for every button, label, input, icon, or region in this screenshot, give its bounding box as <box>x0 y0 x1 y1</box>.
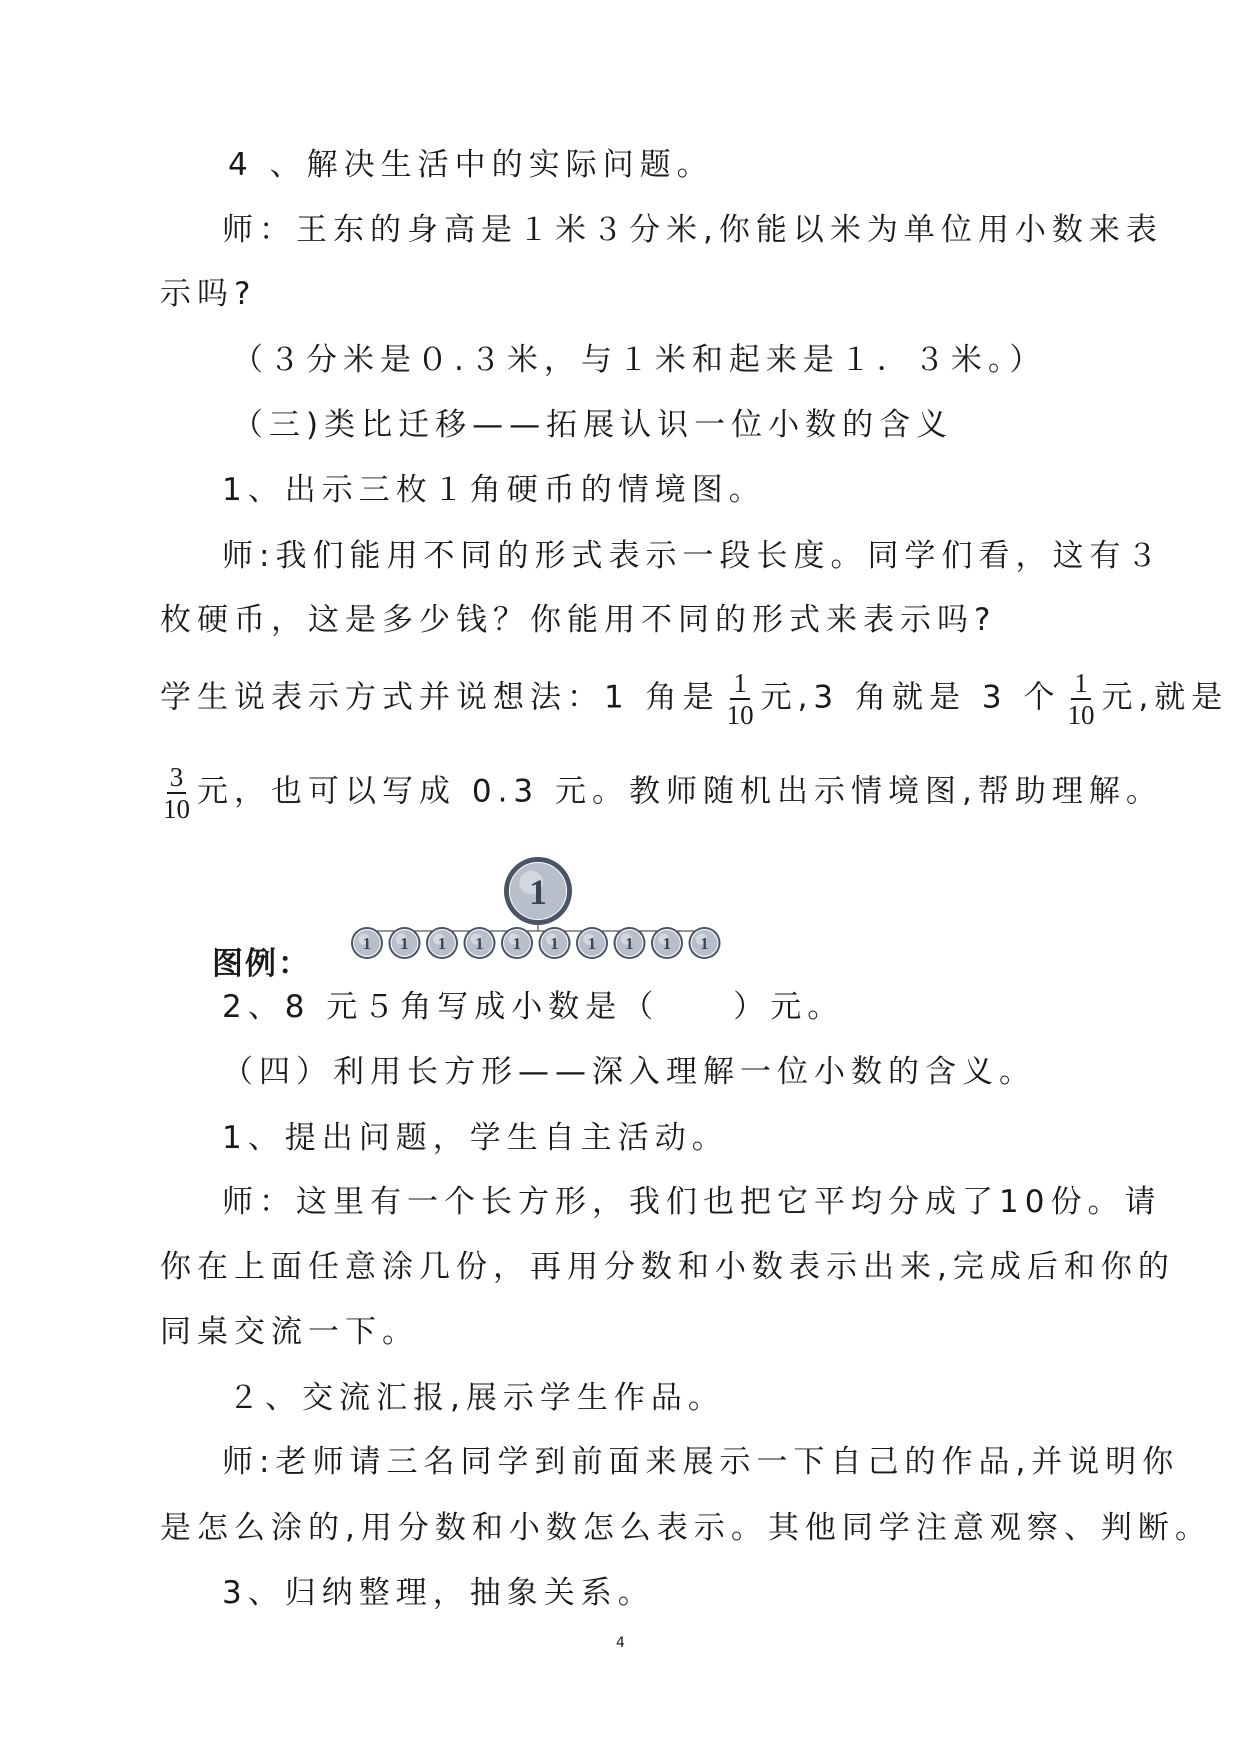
fraction <box>724 668 757 730</box>
numerator: 1 <box>730 668 750 700</box>
teacher-question: 师:我们能用不同的形式表示一段长度。同学们看，这有３ <box>222 538 1164 574</box>
step-heading: ２、交流汇报,展示学生作品。 <box>228 1380 725 1416</box>
legend-label: 图例： <box>212 946 311 982</box>
small-coin-icon <box>464 927 496 959</box>
big-coin <box>504 857 572 925</box>
small-coin-icon <box>426 927 458 959</box>
teacher-instruction: 师：这里有一个长方形，我们也把它平均分成了10份。请 <box>222 1184 1162 1220</box>
text-segment: 元,就是 <box>1101 679 1229 716</box>
small-coin-icon <box>614 927 646 959</box>
big-coin-icon <box>504 857 572 925</box>
svg-text:1: 1 <box>437 934 447 954</box>
svg-text:1: 1 <box>400 934 409 954</box>
svg-text:1: 1 <box>475 934 484 954</box>
student-explanation-cont <box>160 762 1163 824</box>
small-coin-icon <box>539 927 571 959</box>
small-coin-icon <box>576 927 608 959</box>
teacher-question: 师：王东的身高是１米３分米,你能以米为单位用小数来表 <box>222 212 1163 248</box>
teacher-question-cont: 示吗? <box>160 276 257 312</box>
answer-note: （３分米是０.３米，与１米和起来是１．３米。） <box>232 342 1047 378</box>
section-heading: （四）利用长方形——深入理解一位小数的含义。 <box>222 1054 1036 1090</box>
small-coins <box>351 927 721 959</box>
bracket <box>367 925 705 931</box>
step-heading: 1、提出问题，学生自主活动。 <box>222 1120 729 1156</box>
exercise: 2、8 元５角写成小数是（ ）元。 <box>222 989 845 1025</box>
svg-text:1: 1 <box>587 934 597 954</box>
denominator: 10 <box>726 700 754 730</box>
teacher-instruction-cont: 是怎么涂的,用分数和小数怎么表示。其他同学注意观察、判断。 <box>160 1510 1212 1546</box>
fraction <box>160 762 193 824</box>
coin-diagram <box>340 855 750 965</box>
denominator: 10 <box>1067 700 1095 730</box>
text-segment: 元，也可以写成 0.3 元。教师随机出示情境图,帮助理解。 <box>197 773 1163 810</box>
page-number: 4 <box>616 1635 625 1651</box>
small-coin-icon <box>689 927 721 959</box>
small-coin-icon <box>351 927 383 959</box>
svg-text:1: 1 <box>625 934 634 954</box>
svg-text:1: 1 <box>662 934 672 954</box>
section-heading: （三)类比迁移——拓展认识一位小数的含义 <box>232 407 954 443</box>
svg-text:1: 1 <box>700 934 709 954</box>
svg-text:1: 1 <box>550 934 559 954</box>
small-coin-icon <box>651 927 683 959</box>
svg-text:1: 1 <box>512 934 522 954</box>
step-heading: 4 、解决生活中的实际问题。 <box>228 147 714 183</box>
step-heading: 3、归纳整理，抽象关系。 <box>222 1575 655 1611</box>
svg-text:1: 1 <box>362 934 372 954</box>
denominator: 10 <box>163 794 190 824</box>
teacher-instruction: 师:老师请三名同学到前面来展示一下自己的作品,并说明你 <box>222 1444 1180 1480</box>
teacher-question-cont: 枚硬币，这是多少钱？你能用不同的形式来表示吗? <box>160 602 997 638</box>
student-explanation <box>160 668 1228 730</box>
small-coin-icon <box>389 927 421 959</box>
numerator: 1 <box>1071 668 1091 700</box>
text-segment: 学生说表示方式并说想法：1 角是 <box>160 679 720 716</box>
step-heading: 1、出示三枚１角硬币的情境图。 <box>222 472 766 508</box>
teacher-instruction-cont: 同桌交流一下。 <box>160 1314 419 1350</box>
fraction <box>1064 668 1097 730</box>
svg-text:1: 1 <box>529 871 547 912</box>
teacher-instruction-cont: 你在上面任意涂几份，再用分数和小数表示出来,完成后和你的 <box>160 1249 1175 1285</box>
text-segment: 元,3 角就是 3 个 <box>760 679 1061 716</box>
small-coin-icon <box>501 927 533 959</box>
numerator: 3 <box>167 762 187 794</box>
